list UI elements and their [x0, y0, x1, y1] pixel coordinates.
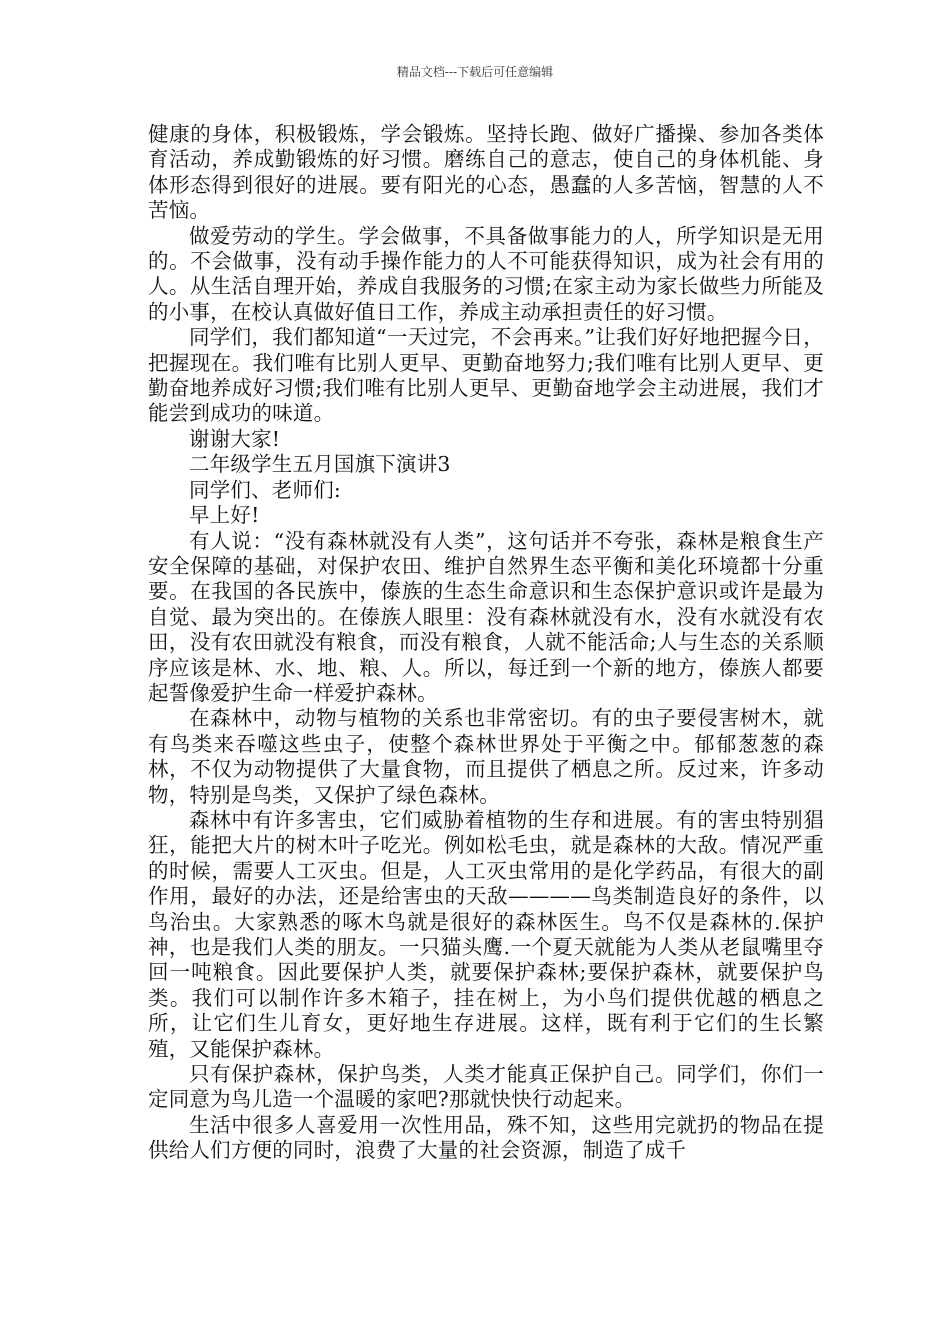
page-header: 精品文档---下载后可任意编辑	[396, 65, 554, 79]
document-body	[148, 122, 824, 1164]
section-title: 二年级学生五月国旗下演讲3	[189, 452, 451, 477]
paragraph: 在森林中，动物与植物的关系也非常密切。有的虫子要侵害树木，就有鸟类来吞噬这些虫子，使整个森林世界处于平衡之中。郁郁葱葱的森林，不仅为动物提供了大量食物，而且提供了栖息之所。反过来，许多动物，特别是鸟类，又保护了绿色森林。	[148, 706, 824, 807]
paragraph: 生活中很多人喜爱用一次性用品，殊不知，这些用完就扔的物品在提供给人们方便的同时，浪费了大量的社会资源，制造了成千	[148, 1112, 824, 1163]
paragraph: 做爱劳动的学生。学会做事，不具备做事能力的人，所学知识是无用的。不会做事，没有动手操作能力的人不可能获得知识，成为社会有用的人。从生活自理开始，养成自我服务的习惯;在家主动为家长做些力所能及的小事，在校认真做好值日工作，养成主动承担责任的好习惯。	[148, 223, 824, 324]
paragraph: 健康的身体，积极锻炼，学会锻炼。坚持长跑、做好广播操、参加各类体育活动，养成勤锻炼的好习惯。磨练自己的意志，使自己的身体机能、身体形态得到很好的进展。要有阳光的心态，愚蠢的人多苦恼，智慧的人不苦恼。	[148, 122, 824, 223]
paragraph: 同学们，我们都知道“一天过完，不会再来。”让我们好好地把握今日，把握现在。我们唯有比别人更早、更勤奋地努力;我们唯有比别人更早、更勤奋地养成好习惯;我们唯有比别人更早、更勤奋地学会主动进展，我们才能尝到成功的味道。	[148, 325, 824, 426]
paragraph: 森林中有许多害虫，它们威胁着植物的生存和进展。有的害虫特别猖狂，能把大片的树木叶子吃光。例如松毛虫，就是森林的大敌。情况严重的时候，需要人工灭虫。但是，人工灭虫常用的是化学药品，有很大的副作用，最好的办法，还是给害虫的天敌————鸟类制造良好的条件，以鸟治虫。大家熟悉的啄木鸟就是很好的森林医生。鸟不仅是森林的.保护神，也是我们人类的朋友。一只猫头鹰.一个夏天就能为人类从老鼠嘴里夺回一吨粮食。因此要保护人类，就要保护森林;要保护森林，就要保护鸟类。我们可以制作许多木箱子，挂在树上，为小鸟们提供优越的栖息之所，让它们生儿育女，更好地生存进展。这样，既有利于它们的生长繁殖，又能保护森林。	[148, 807, 824, 1061]
paragraph: 只有保护森林，保护鸟类，人类才能真正保护自己。同学们，你们一定同意为鸟儿造一个温暖的家吧?那就快快行动起来。	[148, 1062, 824, 1112]
salutation: 同学们、老师们:	[189, 477, 342, 502]
paragraph: 有人说：“没有森林就没有人类”，这句话并不夸张，森林是粮食生产安全保障的基础，对保护农田、维护自然界生态平衡和美化环境都十分重要。在我国的各民族中，傣族的生态生命意识和生态保护意识或许是最为自觉、最为突出的。在傣族人眼里：没有森林就没有水，没有水就没有农田，没有农田就没有粮食，而没有粮食，人就不能活命;人与生态的关系顺序应该是林、水、地、粮、人。所以，每迁到一个新的地方，傣族人都要起誓像爱护生命一样爱护森林。	[148, 528, 824, 705]
closing-thanks: 谢谢大家!	[189, 426, 281, 451]
greeting: 早上好!	[189, 503, 260, 528]
